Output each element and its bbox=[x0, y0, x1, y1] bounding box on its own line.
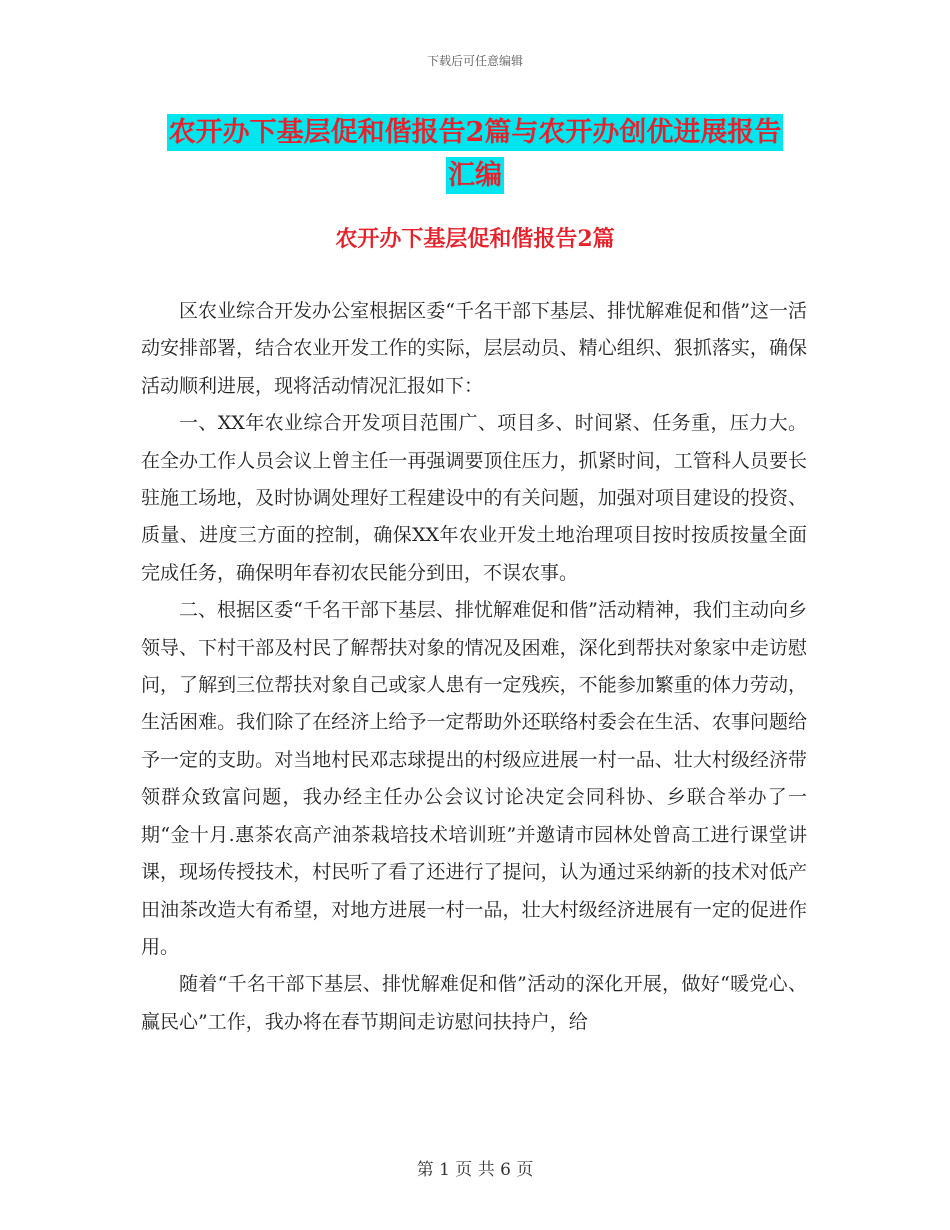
page-footer-number: 第 1 页 共 6 页 bbox=[416, 1160, 534, 1180]
paragraph-item-2: 二、根据区委“千名干部下基层、排忧解难促和偕”活动精神，我们主动向乡领导、下村干部及村民了解帮扶对象的情况及困难，深化到帮扶对象家中走访慰问，了解到三位帮扶对象自己或家人患有一定残疾，不能参加繁重的体力劳动，生活困难。我们除了在经济上给予一定帮助外还联络村委会在生活、农事问题给予一定的支助。对当地村民邓志球提出的村级应进展一村一品、壮大村级经济带领群众致富问题，我办经主任办公会议讨论决定会同科协、乡联合举办了一期“金十月.惠茶农高产油茶栽培技术培训班”并邀请市园林处曾高工进行课堂讲课，现场传授技术，村民听了看了还进行了提问，认为通过采纳新的技术对低产田油茶改造大有希望，对地方进展一村一品，壮大村级经济进展有一定的促进作用。 bbox=[141, 599, 807, 958]
paragraph-intro: 区农业综合开发办公室根据区委“千名干部下基层、排忧解难促和偕”这一活动安排部署，结合农业开发工作的实际，层层动员、精心组织、狠抓落实，确保活动顺利进展，现将活动情况汇报如下： bbox=[141, 300, 807, 397]
document-title-line-1 bbox=[0, 110, 950, 149]
page-header-note: 下载后可任意编辑 bbox=[426, 54, 523, 68]
document-title-line-2 bbox=[0, 153, 950, 192]
document-title-text-1: 农开办下基层促和偕报告2篇与农开办创优进展报告 bbox=[167, 114, 784, 151]
paragraph-continuation: 随着“千名干部下基层、排忧解难促和偕”活动的深化开展，做好“暖党心、赢民心”工作，我办将在春节期间走访慰问扶持户，给 bbox=[141, 973, 807, 1033]
document-body bbox=[141, 293, 807, 1041]
document-title-text-2: 汇编 bbox=[446, 157, 504, 194]
section-subtitle: 农开办下基层促和偕报告2篇 bbox=[335, 226, 615, 252]
paragraph-item-1: 一、XX年农业综合开发项目范围广、项目多、时间紧、任务重，压力大。在全办工作人员会议上曾主任一再强调要顶住压力，抓紧时间，工管科人员要长驻施工场地，及时协调处理好工程建设中的有关问题，加强对项目建设的投资、质量、进度三方面的控制，确保XX年农业开发土地治理项目按时按质按量全面完成任务，确保明年春初农民能分到田，不误农事。 bbox=[141, 412, 807, 584]
